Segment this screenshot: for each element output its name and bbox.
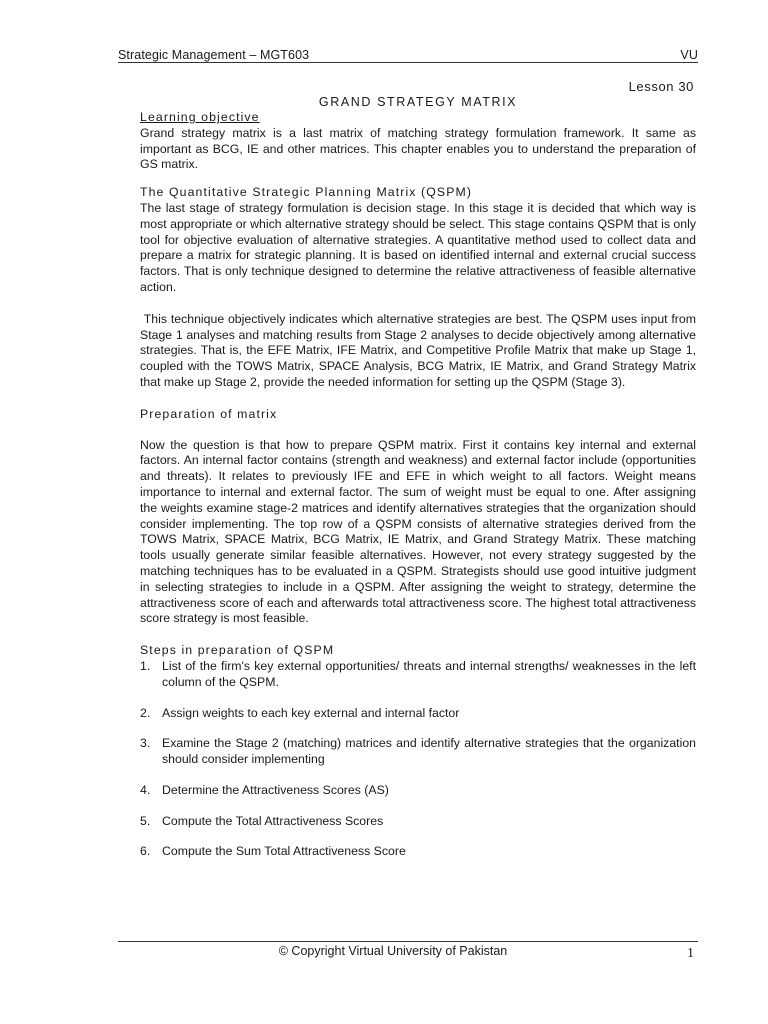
list-item-number: 5. (140, 813, 151, 828)
page-title: GRAND STRATEGY MATRIX (318, 95, 518, 109)
institution-label: VU (680, 48, 698, 62)
header-divider (118, 62, 698, 63)
copyright-notice: © Copyright Virtual University of Pakistan (278, 944, 508, 958)
section-heading-preparation: Preparation of matrix (140, 406, 278, 421)
list-item-number: 3. (140, 736, 151, 751)
list-item-text: Compute the Total Attractiveness Scores (162, 813, 384, 828)
paragraph-qspm-1: The last stage of strategy formulation is decision stage. In this stage it is decided that which way is most appropriate or which alternative strategy should be select. This stage contains QSPM that is only tool for objective evaluation of alternative strategies. A quantitative method used to collect data and prepare a matrix for strategic planning. It is based on identified internal and external crucial success factors. That is only technique designed to determine the relative attractiveness of feasible alternative action. (140, 200, 696, 294)
list-item (140, 814, 696, 830)
list-item-text: Compute the Sum Total Attractiveness Score (162, 844, 406, 859)
document-body (140, 110, 700, 875)
list-item (140, 706, 696, 722)
section-heading-learning-objective: Learning objective (140, 110, 260, 124)
course-title: Strategic Management – MGT603 (118, 48, 310, 62)
list-item (140, 736, 696, 768)
list-item-number: 1. (140, 658, 151, 673)
footer-divider (118, 941, 698, 942)
list-item-text: Determine the Attractiveness Scores (AS) (162, 782, 389, 797)
list-item-text: List of the firm's key external opportunities/ threats and internal strengths/ weaknesses in the left column of the QSPM. (162, 658, 696, 689)
list-item (140, 783, 696, 799)
list-item-text: Examine the Stage 2 (matching) matrices and identify alternative strategies that the organization should consider implementing (162, 736, 696, 767)
paragraph-qspm-2: This technique objectively indicates which alternative strategies are best. The QSPM uses input from Stage 1 analyses and matching results from Stage 2 analyses to decide objectively among alternative strategies. That is, the EFE Matrix, IFE Matrix, and Competitive Profile Matrix that make up Stage 1, coupled with the TOWS Matrix, SPACE Analysis, BCG Matrix, IE Matrix, and Grand Strategy Matrix that make up Stage 2, provide the needed information for setting up the QSPM (Stage 3). (140, 311, 700, 389)
section-heading-qspm: The Quantitative Strategic Planning Matrix (QSPM) (140, 185, 473, 200)
list-item-number: 4. (140, 782, 151, 797)
paragraph-preparation: Now the question is that how to prepare QSPM matrix. First it contains key internal and external factors. An internal factor contains (strength and weakness) and external factor include (opportunities and threats). It relates to previously IFE and EFE in which weight to all factors. Weight means importance to internal and external factor. The sum of weight must be equal to one. After assigning the weights examine stage-2 matrices and identify alternatives strategies that the organization should consider implementing. The top row of a QSPM consists of alternative strategies derived from the TOWS Matrix, SPACE Matrix, BCG Matrix, IE Matrix, and Grand Strategy Matrix. These matching tools usually generate similar feasible alternatives. However, not every strategy suggested by the matching techniques has to be evaluated in a QSPM. Strategists should use good intuitive judgment in selecting strategies to include in a QSPM. After assigning the weight to strategy, determine the attractiveness score of each and afterwards total attractiveness score. The highest total attractiveness score strategy is most feasible. (140, 437, 696, 626)
paragraph-learning-objective: Grand strategy matrix is a last matrix of matching strategy formulation framework. It same as important as BCG, IE and other matrices. This chapter enables you to understand the preparation of GS matrix. (140, 125, 696, 172)
list-item (140, 659, 696, 691)
lesson-number: Lesson 30 (628, 79, 694, 94)
list-item (140, 844, 696, 860)
steps-list (140, 659, 696, 860)
page-number: 1 (687, 946, 694, 961)
list-item-number: 2. (140, 705, 151, 720)
list-item-number: 6. (140, 844, 151, 859)
page-header (118, 44, 698, 62)
section-heading-steps: Steps in preparation of QSPM (140, 643, 335, 658)
list-item-text: Assign weights to each key external and internal factor (162, 705, 460, 720)
